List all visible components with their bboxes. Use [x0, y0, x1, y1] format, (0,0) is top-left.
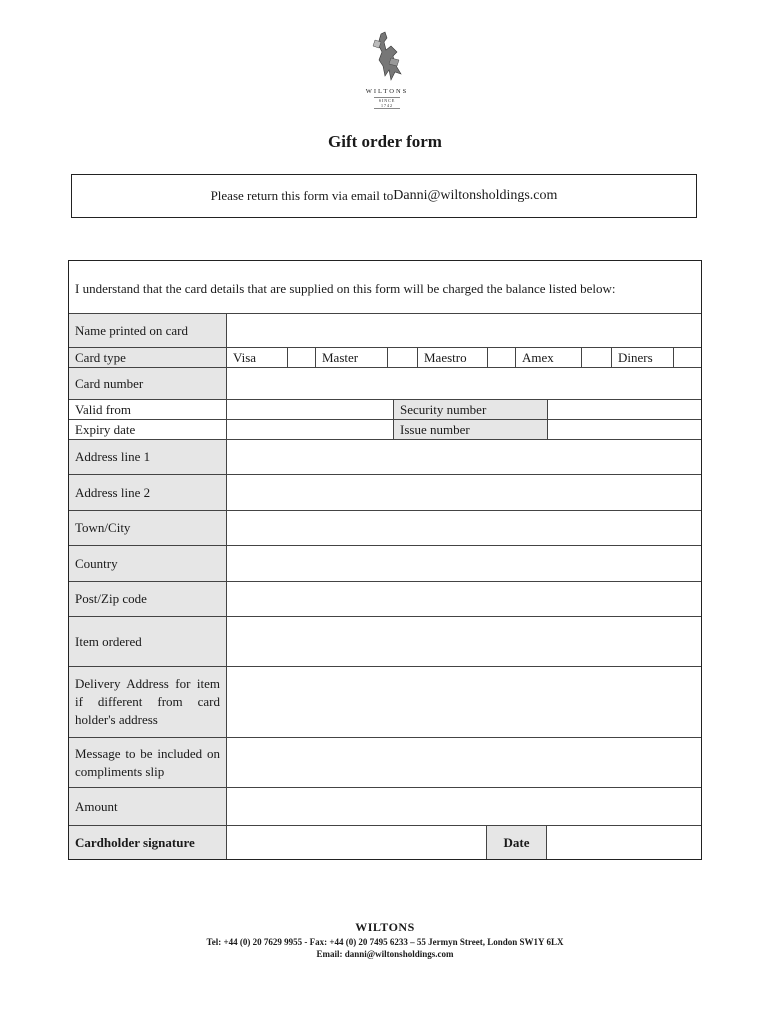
country-field[interactable] — [227, 546, 701, 581]
card-type-master-box[interactable] — [387, 348, 417, 367]
wiltons-logo — [355, 30, 419, 110]
amount-label: Amount — [69, 788, 227, 825]
expiry-date-field[interactable] — [227, 420, 393, 439]
footer — [0, 920, 770, 959]
address-line-1-field[interactable] — [227, 440, 701, 474]
name-on-card-row — [69, 313, 701, 347]
card-type-row — [69, 347, 701, 367]
signature-row — [69, 825, 701, 859]
valid-from-label: Valid from — [69, 400, 227, 419]
message-label: Message to be included on compliments slip — [69, 738, 227, 787]
item-ordered-field[interactable] — [227, 617, 701, 666]
date-label: Date — [486, 826, 546, 859]
form-title: Gift order form — [328, 132, 442, 151]
heraldic-crest-icon — [367, 30, 407, 86]
delivery-address-field[interactable] — [227, 667, 701, 737]
card-type-visa-label: Visa — [233, 349, 257, 365]
post-zip-label: Post/Zip code — [69, 582, 227, 616]
delivery-address-row — [69, 666, 701, 737]
address-line-2-row — [69, 474, 701, 510]
notice-text: Please return this form via email to — [210, 188, 394, 203]
issue-number-label: Issue number — [393, 420, 547, 439]
town-city-field[interactable] — [227, 511, 701, 545]
item-ordered-row — [69, 616, 701, 666]
address-line-2-label: Address line 2 — [69, 475, 227, 510]
delivery-address-label: Delivery Address for item if different from card holder's address — [69, 667, 227, 737]
card-number-field[interactable] — [227, 368, 701, 399]
footer-company: WILTONS — [355, 920, 415, 934]
notice-email[interactable]: Danni@wiltonsholdings.com — [393, 188, 558, 203]
amount-field[interactable] — [227, 788, 701, 825]
card-type-master-label: Master — [315, 348, 387, 367]
valid-from-field[interactable] — [227, 400, 393, 419]
logo-brand: WILTONS — [365, 88, 409, 95]
card-type-diners-label: Diners — [611, 348, 673, 367]
name-on-card-field[interactable] — [227, 314, 701, 347]
address-line-2-field[interactable] — [227, 475, 701, 510]
valid-from-row — [69, 399, 701, 419]
card-type-amex-box[interactable] — [581, 348, 611, 367]
address-line-1-row — [69, 439, 701, 474]
amount-row — [69, 787, 701, 825]
footer-email: Email: danni@wiltonsholdings.com — [316, 949, 454, 959]
card-number-row — [69, 367, 701, 399]
signature-label: Cardholder signature — [69, 826, 227, 859]
card-type-diners-box[interactable] — [673, 348, 701, 367]
order-form — [68, 260, 702, 860]
town-city-label: Town/City — [69, 511, 227, 545]
item-ordered-label: Item ordered — [69, 617, 227, 666]
security-number-field[interactable] — [547, 400, 701, 419]
security-number-label: Security number — [393, 400, 547, 419]
return-notice — [71, 174, 697, 218]
country-label: Country — [69, 546, 227, 581]
address-line-1-label: Address line 1 — [69, 440, 227, 474]
expiry-date-row — [69, 419, 701, 439]
name-on-card-label: Name printed on card — [69, 314, 227, 347]
country-row — [69, 545, 701, 581]
message-row — [69, 737, 701, 787]
signature-field[interactable] — [227, 826, 486, 859]
card-type-label: Card type — [69, 348, 227, 367]
card-type-maestro-box[interactable] — [487, 348, 515, 367]
logo-since: SINCE 1742 — [374, 97, 400, 109]
message-field[interactable] — [227, 738, 701, 787]
card-type-amex-label: Amex — [515, 348, 581, 367]
card-type-visa-box[interactable] — [287, 348, 315, 367]
intro-statement: I understand that the card details that are supplied on this form will be charged the balance listed below: — [75, 281, 616, 296]
post-zip-row — [69, 581, 701, 616]
footer-contact: Tel: +44 (0) 20 7629 9955 - Fax: +44 (0) 20 7495 6233 – 55 Jermyn Street, London SW1Y 6LX — [206, 937, 564, 947]
town-city-row — [69, 510, 701, 545]
post-zip-field[interactable] — [227, 582, 701, 616]
card-number-label: Card number — [69, 368, 227, 399]
card-type-maestro-label: Maestro — [417, 348, 487, 367]
date-field[interactable] — [546, 826, 701, 859]
issue-number-field[interactable] — [547, 420, 701, 439]
expiry-date-label: Expiry date — [69, 420, 227, 439]
